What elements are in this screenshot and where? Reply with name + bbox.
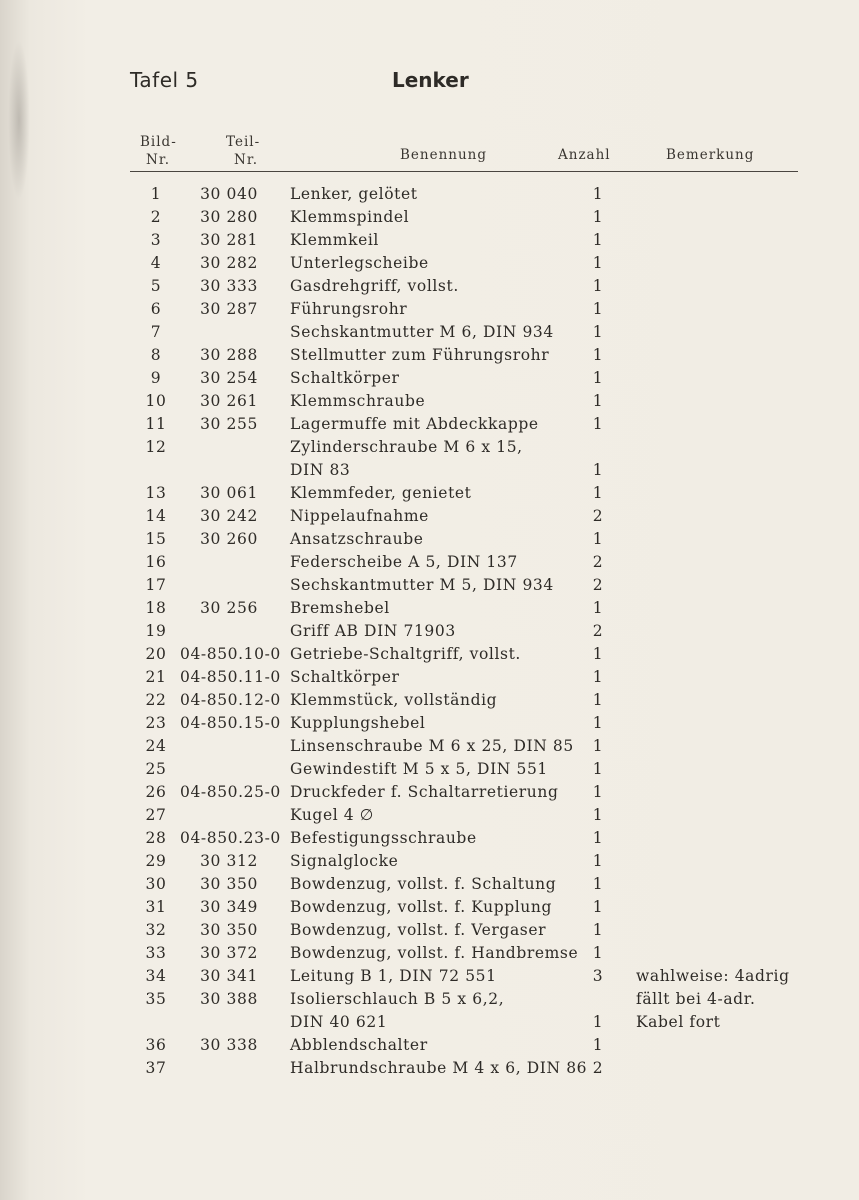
table-row (0, 736, 859, 759)
benennung-cell: Signalglocke (290, 852, 399, 870)
benennung-cell: DIN 83 (290, 461, 351, 479)
teil-nr-cell: 30 312 (200, 852, 258, 870)
anzahl-cell: 1 (592, 645, 604, 663)
bild-nr-cell: 21 (145, 668, 167, 686)
bild-nr-cell: 18 (145, 599, 167, 617)
benennung-cell: Schaltkörper (290, 668, 400, 686)
bild-nr-cell: 5 (150, 277, 162, 295)
benennung-cell: Bremshebel (290, 599, 390, 617)
table-row (0, 598, 859, 621)
anzahl-cell: 1 (592, 530, 604, 548)
benennung-cell: Bowdenzug, vollst. f. Vergaser (290, 921, 547, 939)
bild-nr-cell: 12 (145, 438, 167, 456)
bild-nr-cell: 13 (145, 484, 167, 502)
anzahl-cell: 1 (592, 484, 604, 502)
table-row (0, 690, 859, 713)
column-header-bemerkung: Bemerkung (666, 147, 755, 163)
benennung-cell: Klemmstück, vollständig (290, 691, 498, 709)
bild-nr-cell: 35 (145, 990, 167, 1008)
anzahl-cell: 2 (592, 1059, 604, 1077)
anzahl-cell: 1 (592, 921, 604, 939)
teil-nr-cell: 30 061 (200, 484, 258, 502)
bild-nr-cell: 26 (145, 783, 167, 801)
anzahl-cell: 1 (592, 668, 604, 686)
anzahl-cell: 3 (592, 967, 604, 985)
column-header-anzahl: Anzahl (558, 147, 611, 163)
benennung-cell: DIN 40 621 (290, 1013, 388, 1031)
benennung-cell: Leitung B 1, DIN 72 551 (290, 967, 497, 985)
benennung-cell: Abblendschalter (290, 1036, 428, 1054)
benennung-cell: Bowdenzug, vollst. f. Kupplung (290, 898, 552, 916)
teil-nr-cell: 04-850.12-0 (180, 691, 281, 709)
table-row (0, 713, 859, 736)
table-row (0, 667, 859, 690)
bild-nr-cell: 34 (145, 967, 167, 985)
benennung-cell: Befestigungsschraube (290, 829, 477, 847)
bemerkung-cell: fällt bei 4-adr. (636, 990, 756, 1008)
teil-nr-cell: 30 388 (200, 990, 258, 1008)
teil-nr-cell: 30 256 (200, 599, 258, 617)
bild-nr-cell: 25 (145, 760, 167, 778)
bild-nr-cell: 19 (145, 622, 167, 640)
benennung-cell: Zylinderschraube M 6 x 15, (290, 438, 523, 456)
benennung-cell: Druckfeder f. Schaltarretierung (290, 783, 559, 801)
column-header-bild-nr: Nr. (146, 152, 171, 168)
benennung-cell: Klemmkeil (290, 231, 379, 249)
column-header-teil-nr: Nr. (234, 152, 259, 168)
table-row (0, 621, 859, 644)
column-header-benennung: Benennung (400, 147, 488, 163)
benennung-cell: Isolierschlauch B 5 x 6,2, (290, 990, 505, 1008)
teil-nr-cell: 30 341 (200, 967, 258, 985)
table-row (0, 805, 859, 828)
benennung-cell: Klemmfeder, genietet (290, 484, 472, 502)
table-row (0, 184, 859, 207)
teil-nr-cell: 30 349 (200, 898, 258, 916)
teil-nr-cell: 30 260 (200, 530, 258, 548)
teil-nr-cell: 04-850.25-0 (180, 783, 281, 801)
table-row (0, 644, 859, 667)
benennung-cell: Sechskantmutter M 6, DIN 934 (290, 323, 554, 341)
table-row (0, 483, 859, 506)
bild-nr-cell: 20 (145, 645, 167, 663)
bild-nr-cell: 16 (145, 553, 167, 571)
benennung-cell: Schaltkörper (290, 369, 400, 387)
benennung-cell: Halbrundschraube M 4 x 6, DIN 86 (290, 1059, 588, 1077)
column-header-teil: Teil- (226, 134, 261, 150)
bild-nr-cell: 4 (150, 254, 162, 272)
table-row (0, 1012, 859, 1035)
bild-nr-cell: 6 (150, 300, 162, 318)
teil-nr-cell: 30 338 (200, 1036, 258, 1054)
benennung-cell: Führungsrohr (290, 300, 408, 318)
benennung-cell: Klemmschraube (290, 392, 426, 410)
benennung-cell: Gasdrehgriff, vollst. (290, 277, 459, 295)
benennung-cell: Kugel 4 ∅ (290, 806, 374, 824)
table-row (0, 529, 859, 552)
table-row (0, 322, 859, 345)
bild-nr-cell: 15 (145, 530, 167, 548)
anzahl-cell: 1 (592, 392, 604, 410)
teil-nr-cell: 04-850.23-0 (180, 829, 281, 847)
benennung-cell: Getriebe-Schaltgriff, vollst. (290, 645, 521, 663)
bild-nr-cell: 23 (145, 714, 167, 732)
anzahl-cell: 1 (592, 277, 604, 295)
bild-nr-cell: 8 (150, 346, 162, 364)
teil-nr-cell: 30 287 (200, 300, 258, 318)
bild-nr-cell: 27 (145, 806, 167, 824)
table-row (0, 920, 859, 943)
teil-nr-cell: 30 255 (200, 415, 258, 433)
anzahl-cell: 2 (592, 553, 604, 571)
anzahl-cell: 1 (592, 714, 604, 732)
anzahl-cell: 1 (592, 185, 604, 203)
table-row (0, 828, 859, 851)
bild-nr-cell: 3 (150, 231, 162, 249)
teil-nr-cell: 30 350 (200, 921, 258, 939)
teil-nr-cell: 30 281 (200, 231, 258, 249)
bild-nr-cell: 9 (150, 369, 162, 387)
bild-nr-cell: 7 (150, 323, 162, 341)
anzahl-cell: 1 (592, 231, 604, 249)
benennung-cell: Griff AB DIN 71903 (290, 622, 456, 640)
benennung-cell: Gewindestift M 5 x 5, DIN 551 (290, 760, 548, 778)
anzahl-cell: 1 (592, 599, 604, 617)
bild-nr-cell: 32 (145, 921, 167, 939)
anzahl-cell: 1 (592, 875, 604, 893)
anzahl-cell: 1 (592, 323, 604, 341)
benennung-cell: Bowdenzug, vollst. f. Schaltung (290, 875, 557, 893)
plate-label: Tafel 5 (130, 68, 199, 92)
table-row (0, 897, 859, 920)
anzahl-cell: 1 (592, 1036, 604, 1054)
header-rule (130, 171, 798, 172)
bild-nr-cell: 29 (145, 852, 167, 870)
anzahl-cell: 1 (592, 783, 604, 801)
benennung-cell: Sechskantmutter M 5, DIN 934 (290, 576, 554, 594)
table-row (0, 782, 859, 805)
anzahl-cell: 1 (592, 898, 604, 916)
teil-nr-cell: 04-850.10-0 (180, 645, 281, 663)
table-row (0, 414, 859, 437)
bild-nr-cell: 10 (145, 392, 167, 410)
bild-nr-cell: 11 (145, 415, 167, 433)
benennung-cell: Stellmutter zum Führungsrohr (290, 346, 550, 364)
bild-nr-cell: 17 (145, 576, 167, 594)
anzahl-cell: 1 (592, 208, 604, 226)
column-header-bild: Bild- (140, 134, 177, 150)
teil-nr-cell: 30 282 (200, 254, 258, 272)
teil-nr-cell: 30 372 (200, 944, 258, 962)
bemerkung-cell: wahlweise: 4adrig (636, 967, 790, 985)
table-row (0, 552, 859, 575)
anzahl-cell: 1 (592, 852, 604, 870)
table-row (0, 391, 859, 414)
benennung-cell: Klemmspindel (290, 208, 410, 226)
anzahl-cell: 1 (592, 691, 604, 709)
bild-nr-cell: 31 (145, 898, 167, 916)
teil-nr-cell: 30 242 (200, 507, 258, 525)
benennung-cell: Linsenschraube M 6 x 25, DIN 85 (290, 737, 574, 755)
table-row (0, 1035, 859, 1058)
anzahl-cell: 1 (592, 461, 604, 479)
teil-nr-cell: 04-850.15-0 (180, 714, 281, 732)
bild-nr-cell: 28 (145, 829, 167, 847)
teil-nr-cell: 30 350 (200, 875, 258, 893)
teil-nr-cell: 30 040 (200, 185, 258, 203)
table-row (0, 276, 859, 299)
benennung-cell: Federscheibe A 5, DIN 137 (290, 553, 518, 571)
table-row (0, 1058, 859, 1081)
benennung-cell: Kupplungshebel (290, 714, 426, 732)
bild-nr-cell: 2 (150, 208, 162, 226)
bild-nr-cell: 33 (145, 944, 167, 962)
anzahl-cell: 1 (592, 346, 604, 364)
benennung-cell: Bowdenzug, vollst. f. Handbremse (290, 944, 579, 962)
benennung-cell: Lenker, gelötet (290, 185, 418, 203)
anzahl-cell: 1 (592, 300, 604, 318)
teil-nr-cell: 30 261 (200, 392, 258, 410)
anzahl-cell: 2 (592, 622, 604, 640)
bild-nr-cell: 37 (145, 1059, 167, 1077)
anzahl-cell: 1 (592, 944, 604, 962)
table-row (0, 575, 859, 598)
table-row (0, 966, 859, 989)
table-row (0, 989, 859, 1012)
table-row (0, 230, 859, 253)
anzahl-cell: 1 (592, 254, 604, 272)
benennung-cell: Unterlegscheibe (290, 254, 429, 272)
page-stain (8, 40, 30, 200)
table-row (0, 207, 859, 230)
bild-nr-cell: 36 (145, 1036, 167, 1054)
anzahl-cell: 2 (592, 576, 604, 594)
teil-nr-cell: 04-850.11-0 (180, 668, 281, 686)
anzahl-cell: 2 (592, 507, 604, 525)
table-row (0, 460, 859, 483)
anzahl-cell: 1 (592, 806, 604, 824)
anzahl-cell: 1 (592, 737, 604, 755)
bemerkung-cell: Kabel fort (636, 1013, 721, 1031)
bild-nr-cell: 1 (150, 185, 162, 203)
table-row (0, 368, 859, 391)
table-row (0, 874, 859, 897)
table-row (0, 759, 859, 782)
table-row (0, 299, 859, 322)
teil-nr-cell: 30 254 (200, 369, 258, 387)
benennung-cell: Ansatzschraube (290, 530, 424, 548)
teil-nr-cell: 30 288 (200, 346, 258, 364)
teil-nr-cell: 30 333 (200, 277, 258, 295)
page-title: Lenker (392, 68, 469, 92)
anzahl-cell: 1 (592, 415, 604, 433)
table-row (0, 506, 859, 529)
table-row (0, 345, 859, 368)
table-row (0, 943, 859, 966)
anzahl-cell: 1 (592, 369, 604, 387)
bild-nr-cell: 22 (145, 691, 167, 709)
bild-nr-cell: 30 (145, 875, 167, 893)
bild-nr-cell: 24 (145, 737, 167, 755)
teil-nr-cell: 30 280 (200, 208, 258, 226)
anzahl-cell: 1 (592, 1013, 604, 1031)
table-row (0, 437, 859, 460)
benennung-cell: Lagermuffe mit Abdeckkappe (290, 415, 539, 433)
table-row (0, 851, 859, 874)
benennung-cell: Nippelaufnahme (290, 507, 429, 525)
table-row (0, 253, 859, 276)
anzahl-cell: 1 (592, 829, 604, 847)
anzahl-cell: 1 (592, 760, 604, 778)
bild-nr-cell: 14 (145, 507, 167, 525)
